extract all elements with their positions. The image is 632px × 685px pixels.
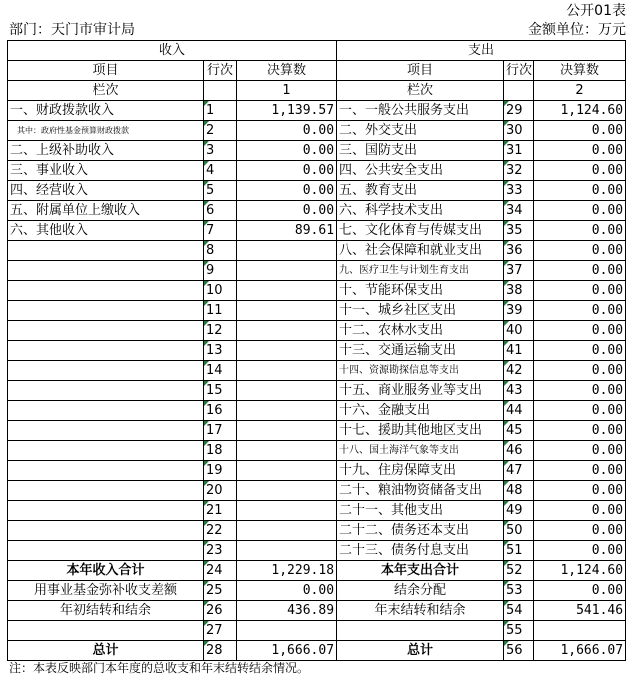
table-row <box>8 241 626 261</box>
expense-amount-cell[interactable]: 541.46 <box>534 601 626 621</box>
expense-item-cell[interactable]: 结余分配 <box>337 581 504 601</box>
income-column-number[interactable]: 1 <box>237 81 337 101</box>
expense-line-cell[interactable]: 43 <box>504 381 534 401</box>
expense-line-cell[interactable]: 51 <box>504 541 534 561</box>
income-item-cell[interactable] <box>8 321 204 341</box>
income-line-cell[interactable]: 18 <box>204 441 237 461</box>
income-item-cell[interactable]: 三、事业收入 <box>8 161 204 181</box>
income-line-cell[interactable]: 17 <box>204 421 237 441</box>
expense-amount-cell[interactable]: 0.00 <box>534 441 626 461</box>
expense-amount-cell[interactable]: 0.00 <box>534 481 626 501</box>
income-line-cell[interactable]: 25 <box>204 581 237 601</box>
income-item-cell[interactable] <box>8 541 204 561</box>
department-label: 部门：天门市审计局 <box>9 22 135 38</box>
income-amount-cell[interactable]: 1,666.07 <box>237 641 337 661</box>
income-amount-cell[interactable] <box>237 461 337 481</box>
expense-amount-cell[interactable]: 0.00 <box>534 461 626 481</box>
income-line-cell[interactable]: 19 <box>204 461 237 481</box>
table-row <box>8 461 626 481</box>
income-amount-cell[interactable] <box>237 241 337 261</box>
income-amount-cell[interactable] <box>237 501 337 521</box>
table-row <box>8 281 626 301</box>
income-line-cell[interactable]: 14 <box>204 361 237 381</box>
income-amount-header[interactable]: 决算数 <box>237 61 337 81</box>
income-item-cell[interactable] <box>8 521 204 541</box>
summary-row <box>8 601 626 621</box>
summary-row <box>8 581 626 601</box>
expense-item-cell[interactable]: 十八、国土海洋气象等支出 <box>337 441 504 461</box>
expense-item-cell[interactable]: 二、外交支出 <box>337 121 504 141</box>
income-amount-cell[interactable] <box>237 521 337 541</box>
income-item-cell[interactable]: 总计 <box>8 641 204 661</box>
income-item-cell[interactable] <box>8 501 204 521</box>
expense-item-cell[interactable]: 一、一般公共服务支出 <box>337 101 504 121</box>
table-row <box>8 261 626 281</box>
income-item-cell[interactable] <box>8 421 204 441</box>
expense-amount-cell[interactable]: 1,124.60 <box>534 561 626 581</box>
income-line-cell[interactable]: 5 <box>204 181 237 201</box>
income-amount-cell[interactable]: 89.61 <box>237 221 337 241</box>
expense-amount-cell[interactable]: 0.00 <box>534 361 626 381</box>
income-item-cell[interactable] <box>8 341 204 361</box>
expense-amount-cell[interactable]: 0.00 <box>534 221 626 241</box>
expense-amount-cell[interactable]: 0.00 <box>534 261 626 281</box>
expense-line-cell[interactable]: 38 <box>504 281 534 301</box>
expense-item-header[interactable]: 项目 <box>337 61 504 81</box>
expense-amount-cell[interactable]: 1,124.60 <box>534 101 626 121</box>
expense-item-cell[interactable]: 二十三、债务付息支出 <box>337 541 504 561</box>
income-line-cell[interactable]: 28 <box>204 641 237 661</box>
income-line-cell[interactable]: 3 <box>204 141 237 161</box>
income-amount-cell[interactable]: 0.00 <box>237 581 337 601</box>
expense-line-cell[interactable]: 29 <box>504 101 534 121</box>
income-amount-cell[interactable] <box>237 361 337 381</box>
expense-line-cell[interactable]: 42 <box>504 361 534 381</box>
expense-line-cell[interactable]: 45 <box>504 421 534 441</box>
income-item-cell[interactable] <box>8 461 204 481</box>
income-item-header[interactable]: 项目 <box>8 61 204 81</box>
table-row <box>8 221 626 241</box>
expense-item-cell[interactable]: 五、教育支出 <box>337 181 504 201</box>
summary-row <box>8 621 626 641</box>
section-header-row <box>8 41 626 61</box>
income-line-header[interactable]: 行次 <box>204 61 237 81</box>
expense-amount-cell[interactable]: 0.00 <box>534 581 626 601</box>
income-item-cell[interactable] <box>8 401 204 421</box>
income-item-cell[interactable]: 本年收入合计 <box>8 561 204 581</box>
expense-line-cell[interactable]: 47 <box>504 461 534 481</box>
income-item-cell[interactable] <box>8 441 204 461</box>
income-item-cell[interactable]: 一、财政拨款收入 <box>8 101 204 121</box>
income-item-cell[interactable]: 四、经营收入 <box>8 181 204 201</box>
income-item-cell[interactable] <box>8 261 204 281</box>
expense-item-cell[interactable]: 二十二、债务还本支出 <box>337 521 504 541</box>
income-line-cell[interactable]: 22 <box>204 521 237 541</box>
expense-line-cell[interactable]: 46 <box>504 441 534 461</box>
expense-amount-cell[interactable]: 0.00 <box>534 121 626 141</box>
expense-line-cell[interactable]: 55 <box>504 621 534 641</box>
expense-item-cell[interactable] <box>337 621 504 641</box>
income-amount-cell[interactable] <box>237 381 337 401</box>
income-line-cell[interactable]: 26 <box>204 601 237 621</box>
income-amount-cell[interactable] <box>237 341 337 361</box>
income-line-cell[interactable]: 12 <box>204 321 237 341</box>
table-row <box>8 101 626 121</box>
table-row <box>8 441 626 461</box>
expense-line-cell[interactable]: 56 <box>504 641 534 661</box>
table-row <box>8 481 626 501</box>
income-item-cell[interactable]: 用事业基金弥补收支差额 <box>8 581 204 601</box>
expense-line-blank[interactable] <box>504 81 534 101</box>
expense-line-cell[interactable]: 54 <box>504 601 534 621</box>
income-amount-cell[interactable] <box>237 541 337 561</box>
expense-amount-cell[interactable]: 0.00 <box>534 341 626 361</box>
income-line-cell[interactable]: 10 <box>204 281 237 301</box>
expense-amount-header[interactable]: 决算数 <box>534 61 626 81</box>
expense-item-cell[interactable]: 十四、资源勘探信息等支出 <box>337 361 504 381</box>
income-line-cell[interactable]: 15 <box>204 381 237 401</box>
income-line-blank[interactable] <box>204 81 237 101</box>
expense-amount-cell[interactable]: 0.00 <box>534 521 626 541</box>
expense-item-cell[interactable]: 总计 <box>337 641 504 661</box>
table-row <box>8 501 626 521</box>
expense-amount-cell[interactable]: 0.00 <box>534 141 626 161</box>
table-row <box>8 541 626 561</box>
income-amount-cell[interactable] <box>237 481 337 501</box>
income-line-cell[interactable]: 9 <box>204 261 237 281</box>
income-amount-cell[interactable]: 0.00 <box>237 181 337 201</box>
expense-item-cell[interactable]: 十、节能环保支出 <box>337 281 504 301</box>
income-item-cell[interactable] <box>8 241 204 261</box>
income-amount-cell[interactable]: 0.00 <box>237 201 337 221</box>
income-section-title[interactable]: 收入 <box>8 41 337 61</box>
income-item-cell[interactable] <box>8 481 204 501</box>
table-row <box>8 381 626 401</box>
table-row <box>8 341 626 361</box>
income-item-cell[interactable] <box>8 281 204 301</box>
expense-item-cell[interactable]: 四、公共安全支出 <box>337 161 504 181</box>
expense-amount-cell[interactable]: 0.00 <box>534 541 626 561</box>
summary-row <box>8 561 626 581</box>
expense-amount-cell[interactable]: 0.00 <box>534 241 626 261</box>
expense-item-cell[interactable]: 十六、金融支出 <box>337 401 504 421</box>
expense-item-cell[interactable]: 年末结转和结余 <box>337 601 504 621</box>
expense-amount-cell[interactable]: 0.00 <box>534 381 626 401</box>
expense-item-cell[interactable]: 十三、交通运输支出 <box>337 341 504 361</box>
column-header-row <box>8 61 626 81</box>
income-line-cell[interactable]: 24 <box>204 561 237 581</box>
expense-amount-cell[interactable]: 0.00 <box>534 201 626 221</box>
table-row <box>8 361 626 381</box>
expense-item-cell[interactable]: 二十、粮油物资储备支出 <box>337 481 504 501</box>
table-row <box>8 121 626 141</box>
table-row <box>8 401 626 421</box>
expense-item-cell[interactable]: 三、国防支出 <box>337 141 504 161</box>
expense-line-cell[interactable]: 37 <box>504 261 534 281</box>
income-item-cell[interactable]: 二、上级补助收入 <box>8 141 204 161</box>
expense-line-cell[interactable]: 49 <box>504 501 534 521</box>
income-amount-cell[interactable] <box>237 621 337 641</box>
expense-item-cell[interactable]: 六、科学技术支出 <box>337 201 504 221</box>
column-number-row <box>8 81 626 101</box>
expense-amount-cell[interactable]: 0.00 <box>534 401 626 421</box>
table-row <box>8 521 626 541</box>
income-amount-cell[interactable]: 0.00 <box>237 141 337 161</box>
table-row <box>8 301 626 321</box>
income-line-cell[interactable]: 20 <box>204 481 237 501</box>
expense-label-cell[interactable]: 栏次 <box>337 81 504 101</box>
income-item-cell[interactable] <box>8 301 204 321</box>
income-item-cell[interactable] <box>8 361 204 381</box>
expense-item-cell[interactable]: 九、医疗卫生与计划生育支出 <box>337 261 504 281</box>
expense-amount-cell[interactable]: 0.00 <box>534 501 626 521</box>
income-line-cell[interactable]: 13 <box>204 341 237 361</box>
income-line-cell[interactable]: 16 <box>204 401 237 421</box>
expense-line-cell[interactable]: 32 <box>504 161 534 181</box>
income-amount-cell[interactable]: 0.00 <box>237 161 337 181</box>
table-row <box>8 161 626 181</box>
expense-column-number[interactable]: 2 <box>534 81 626 101</box>
income-amount-cell[interactable] <box>237 401 337 421</box>
expense-item-cell[interactable]: 十九、住房保障支出 <box>337 461 504 481</box>
expense-item-cell[interactable]: 八、社会保障和就业支出 <box>337 241 504 261</box>
income-amount-cell[interactable] <box>237 321 337 341</box>
income-line-cell[interactable]: 21 <box>204 501 237 521</box>
income-amount-cell[interactable] <box>237 421 337 441</box>
expense-item-cell[interactable]: 本年支出合计 <box>337 561 504 581</box>
expense-line-cell[interactable]: 50 <box>504 521 534 541</box>
income-line-cell[interactable]: 23 <box>204 541 237 561</box>
income-item-cell[interactable] <box>8 621 204 641</box>
expense-line-cell[interactable]: 30 <box>504 121 534 141</box>
expense-item-cell[interactable]: 十二、农林水支出 <box>337 321 504 341</box>
expense-amount-cell[interactable]: 0.00 <box>534 161 626 181</box>
income-line-cell[interactable]: 1 <box>204 101 237 121</box>
expense-line-cell[interactable]: 36 <box>504 241 534 261</box>
income-item-cell[interactable]: 其中：政府性基金预算财政拨款 <box>8 121 204 141</box>
income-line-cell[interactable]: 4 <box>204 161 237 181</box>
table-row <box>8 181 626 201</box>
income-amount-cell[interactable]: 1,229.18 <box>237 561 337 581</box>
expense-line-cell[interactable]: 52 <box>504 561 534 581</box>
expense-amount-cell[interactable] <box>534 621 626 641</box>
expense-line-cell[interactable]: 41 <box>504 341 534 361</box>
grand-total-row <box>8 641 626 661</box>
expense-amount-cell[interactable]: 0.00 <box>534 281 626 301</box>
table-row <box>8 201 626 221</box>
income-amount-cell[interactable] <box>237 281 337 301</box>
expense-amount-cell[interactable]: 1,666.07 <box>534 641 626 661</box>
table-row <box>8 141 626 161</box>
expense-section-title[interactable]: 支出 <box>337 41 626 61</box>
income-amount-cell[interactable] <box>237 261 337 281</box>
expense-line-header[interactable]: 行次 <box>504 61 534 81</box>
income-label-cell[interactable]: 栏次 <box>8 81 204 101</box>
expense-amount-cell[interactable]: 0.00 <box>534 421 626 441</box>
income-item-cell[interactable]: 年初结转和结余 <box>8 601 204 621</box>
expense-item-cell[interactable]: 十五、商业服务业等支出 <box>337 381 504 401</box>
expense-item-cell[interactable]: 七、文化体育与传媒支出 <box>337 221 504 241</box>
expense-line-cell[interactable]: 44 <box>504 401 534 421</box>
expense-amount-cell[interactable]: 0.00 <box>534 301 626 321</box>
table-row <box>8 321 626 341</box>
income-amount-cell[interactable]: 436.89 <box>237 601 337 621</box>
expense-line-cell[interactable]: 39 <box>504 301 534 321</box>
expense-amount-cell[interactable]: 0.00 <box>534 181 626 201</box>
income-amount-cell[interactable] <box>237 441 337 461</box>
income-amount-cell[interactable]: 0.00 <box>237 121 337 141</box>
expense-line-cell[interactable]: 48 <box>504 481 534 501</box>
budget-table <box>7 40 626 661</box>
income-item-cell[interactable]: 六、其他收入 <box>8 221 204 241</box>
income-line-cell[interactable]: 8 <box>204 241 237 261</box>
expense-line-cell[interactable]: 40 <box>504 321 534 341</box>
income-line-cell[interactable]: 6 <box>204 201 237 221</box>
income-line-cell[interactable]: 2 <box>204 121 237 141</box>
income-line-cell[interactable]: 27 <box>204 621 237 641</box>
income-line-cell[interactable]: 7 <box>204 221 237 241</box>
unit-label: 金额单位：万元 <box>528 22 626 38</box>
table-row <box>8 421 626 441</box>
income-item-cell[interactable] <box>8 381 204 401</box>
expense-line-cell[interactable]: 53 <box>504 581 534 601</box>
expense-item-cell[interactable]: 十一、城乡社区支出 <box>337 301 504 321</box>
expense-item-cell[interactable]: 二十一、其他支出 <box>337 501 504 521</box>
expense-item-cell[interactable]: 十七、援助其他地区支出 <box>337 421 504 441</box>
expense-line-cell[interactable]: 35 <box>504 221 534 241</box>
income-amount-cell[interactable]: 1,139.57 <box>237 101 337 121</box>
expense-line-cell[interactable]: 33 <box>504 181 534 201</box>
income-amount-cell[interactable] <box>237 301 337 321</box>
expense-amount-cell[interactable]: 0.00 <box>534 321 626 341</box>
income-item-cell[interactable]: 五、附属单位上缴收入 <box>8 201 204 221</box>
income-line-cell[interactable]: 11 <box>204 301 237 321</box>
expense-line-cell[interactable]: 34 <box>504 201 534 221</box>
form-code: 公开01表 <box>566 3 626 19</box>
expense-line-cell[interactable]: 31 <box>504 141 534 161</box>
footnote: 注：本表反映部门本年度的总收支和年末结转结余情况。 <box>9 661 310 675</box>
